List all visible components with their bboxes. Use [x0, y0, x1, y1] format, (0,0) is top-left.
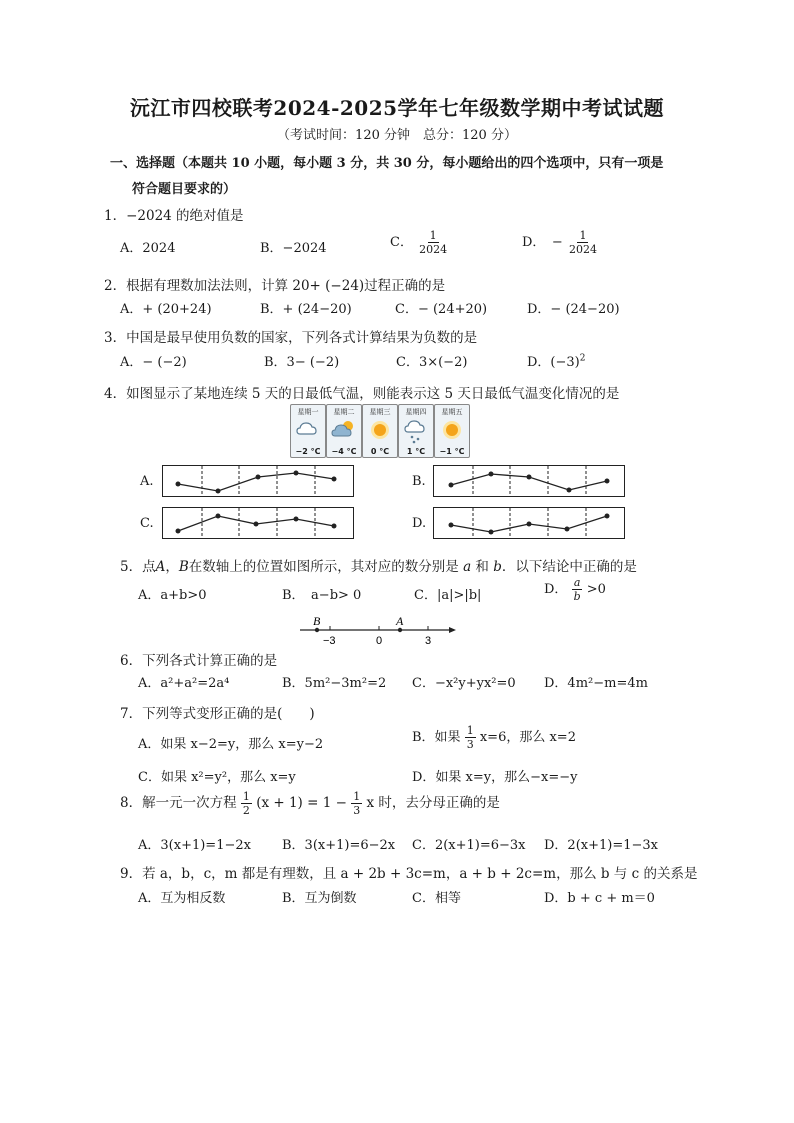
numerator: 1 [353, 790, 361, 803]
day-label: 星期五 [441, 408, 463, 416]
fraction [241, 790, 252, 817]
weather-day-5 [434, 404, 470, 458]
denominator: 3 [466, 738, 474, 751]
tick-label: 3 [425, 635, 432, 647]
numerator: 1 [242, 790, 250, 803]
stem-text: ．以下结论中正确的是 [501, 559, 637, 575]
q5-option-b: B． a−b> 0 [282, 588, 362, 603]
temperature: −1 °C [439, 447, 465, 456]
denominator: 3 [353, 804, 361, 817]
option-prefix: B．如果 [412, 730, 461, 745]
q4-option-d-label: D. [412, 516, 427, 531]
question-1-stem: 1．−2024 的绝对值是 [104, 208, 244, 224]
q8-option-a: A．3(x+1)=1−2x [138, 838, 251, 853]
numerator: 1 [579, 229, 587, 242]
fraction [351, 790, 362, 817]
q5-option-c: C．|a|>|b| [414, 588, 482, 603]
temperature: −2 °C [295, 447, 321, 456]
q2-option-a: A．+ (20+24) [120, 302, 212, 317]
q1-option-d [522, 229, 599, 256]
fraction [567, 229, 599, 256]
q9-option-c: C．相等 [412, 891, 461, 906]
option-suffix: x=6，那么 x=2 [479, 730, 576, 745]
section-heading-cont: 符合题目要求的） [132, 182, 237, 197]
q6-option-b: B．5m²−3m²=2 [282, 676, 387, 691]
numerator: 1 [466, 724, 474, 737]
var: B [178, 559, 189, 575]
option-prefix: C． [390, 235, 413, 250]
section-heading: 一、选择题（本题共 10 小题，每小题 3 分，共 30 分，每小题给出的四个选项中，只有一项是 [110, 156, 664, 171]
q8-option-c: C．2(x+1)=6−3x [412, 838, 526, 853]
q9-option-d: D．b + c + m＝0 [544, 891, 655, 906]
weather-day-3 [362, 404, 398, 458]
q3-option-d [527, 351, 585, 370]
stem-text: (x + 1) = 1 − [256, 795, 347, 811]
point-b-label: B [313, 614, 321, 628]
q1-option-b: B．−2024 [260, 241, 327, 256]
question-3-stem: 3．中国是最早使用负数的国家，下列各式计算结果为负数的是 [104, 330, 478, 346]
denominator: 2024 [568, 243, 597, 256]
q3-option-b: B．3− (−2) [264, 355, 340, 370]
var: a [463, 559, 472, 575]
stem-text: ， [165, 559, 179, 575]
day-label: 星期一 [297, 408, 319, 416]
q7-option-c: C．如果 x²=y²，那么 x=y [138, 770, 296, 785]
option-suffix: >0 [586, 582, 606, 597]
q2-option-c: C．− (24+20) [395, 302, 488, 317]
tick-label: −3 [323, 635, 336, 647]
q6-option-c: C．−x²y+yx²=0 [412, 676, 516, 691]
tick-label: 0 [376, 635, 383, 647]
var: A [155, 559, 166, 575]
q6-option-d: D．4m²−m=4m [544, 676, 648, 691]
stem-text: x 时，去分母正确的是 [366, 795, 500, 811]
var: b [493, 559, 502, 575]
temperature: 1 °C [406, 447, 426, 456]
stem-text: 8．解一元一次方程 [120, 795, 237, 811]
q5-option-d [544, 576, 606, 603]
q7-option-a: A．如果 x−2=y，那么 x=y−2 [138, 737, 324, 752]
option-text: D．(−3) [527, 355, 580, 370]
q4-option-b-chart [433, 465, 625, 497]
temperature: −4 °C [331, 447, 357, 456]
exponent: 2 [579, 353, 586, 364]
day-label: 星期三 [369, 408, 391, 416]
question-9-stem: 9．若 a，b，c，m 都是有理数，且 a + 2b + 3c=m，a + b + 2c=m，那么 b 与 c 的关系是 [120, 866, 698, 882]
q4-option-b-label: B. [412, 474, 426, 489]
q4-option-c-label: C. [140, 516, 154, 531]
weather-forecast [290, 404, 470, 456]
temperature: 0 °C [370, 447, 390, 456]
fraction [417, 229, 449, 256]
question-2-stem: 2．根据有理数加法法则，计算 20+ (−24)过程正确的是 [104, 278, 446, 294]
fraction [572, 576, 583, 603]
q4-option-a-label: A. [140, 474, 154, 489]
question-7-stem: 7．下列等式变形正确的是( ) [120, 706, 315, 722]
q2-option-b: B．+ (24−20) [260, 302, 352, 317]
denominator: 2024 [419, 243, 448, 256]
question-4-stem: 4．如图显示了某地连续 5 天的日最低气温，则能表示这 5 天日最低气温变化情况的是 [104, 386, 620, 402]
q7-option-d: D．如果 x=y，那么−x=−y [412, 770, 578, 785]
q8-option-b: B．3(x+1)=6−2x [282, 838, 396, 853]
question-8-stem [120, 790, 500, 817]
fraction [465, 724, 476, 751]
q6-option-a: A．a²+a²=2a⁴ [138, 676, 230, 691]
q1-option-a: A．2024 [120, 241, 176, 256]
stem-text: 在数轴上的位置如图所示，其对应的数分别是 [188, 559, 459, 575]
denominator: b [573, 590, 581, 603]
q4-option-c-chart [162, 507, 354, 539]
question-6-stem: 6．下列各式计算正确的是 [120, 653, 278, 669]
weather-day-1 [290, 404, 326, 458]
day-label: 星期四 [405, 408, 427, 416]
stem-text: 和 [475, 559, 489, 575]
numerator: a [573, 576, 581, 589]
q7-option-b [412, 724, 576, 751]
q3-option-c: C．3×(−2) [396, 355, 468, 370]
question-5-stem [120, 555, 637, 575]
stem-text: 5．点 [120, 559, 156, 575]
exam-info: （考试时间：120 分钟 总分：120 分） [277, 128, 517, 143]
q5-option-a: A．a+b>0 [138, 588, 207, 603]
option-prefix: D． − [522, 235, 563, 250]
day-label: 星期二 [333, 408, 355, 416]
numerator: 1 [429, 229, 437, 242]
number-line [296, 612, 462, 648]
point-a-label: A [396, 614, 404, 628]
q9-option-a: A．互为相反数 [138, 891, 226, 906]
q4-option-d-chart [433, 507, 625, 539]
q2-option-d: D．− (24−20) [527, 302, 620, 317]
q1-option-c [390, 229, 449, 256]
q3-option-a: A．− (−2) [120, 355, 187, 370]
q9-option-b: B．互为倒数 [282, 891, 357, 906]
weather-day-2 [326, 404, 362, 458]
denominator: 2 [242, 804, 250, 817]
option-prefix: D． [544, 582, 568, 597]
weather-day-4 [398, 404, 434, 458]
q4-option-a-chart [162, 465, 354, 497]
q8-option-d: D．2(x+1)=1−3x [544, 838, 658, 853]
page-title: 沅江市四校联考2024-2025学年七年级数学期中考试试题 [129, 96, 665, 120]
